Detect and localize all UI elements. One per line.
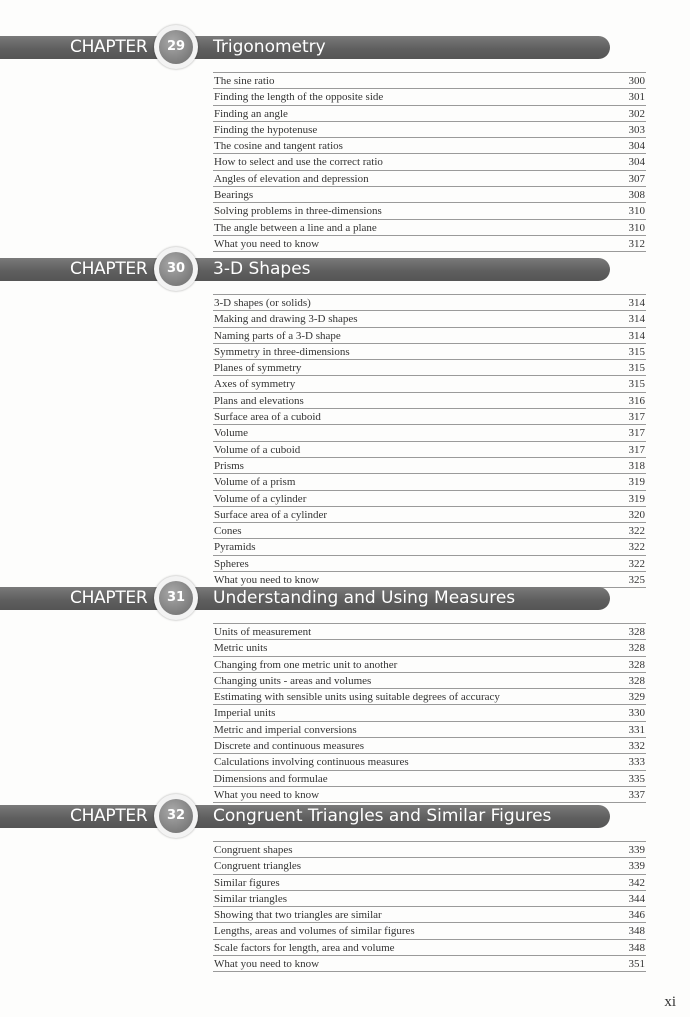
- chapter-number-badge: [154, 576, 198, 620]
- toc-entry[interactable]: [213, 572, 646, 588]
- toc-entry-page: 300: [628, 75, 645, 87]
- toc-entry-page: 348: [628, 941, 645, 954]
- toc-entry-title: Planes of symmetry: [214, 362, 302, 375]
- toc-entry[interactable]: [213, 657, 646, 673]
- toc-entry[interactable]: [213, 458, 646, 474]
- toc-entry-title: Dimensions and formulae: [214, 772, 328, 785]
- toc-entry-title: Congruent triangles: [214, 860, 302, 873]
- toc-entry[interactable]: [213, 923, 646, 939]
- toc-entry[interactable]: [213, 539, 646, 555]
- toc-entry-title: Bearings: [214, 189, 254, 202]
- toc-entry-title: Units of measurement: [214, 626, 312, 638]
- toc-entry[interactable]: [213, 376, 646, 392]
- toc-entry-title: Volume of a cylinder: [214, 492, 307, 505]
- toc-entry[interactable]: [213, 236, 646, 252]
- toc-entry-title: Volume: [214, 427, 249, 440]
- toc-entry[interactable]: [213, 203, 646, 219]
- toc-entry-title: What you need to know: [214, 788, 320, 801]
- toc-entry[interactable]: [213, 940, 646, 956]
- toc-entry-page: 317: [628, 427, 645, 440]
- toc-entry-title: Metric and imperial conversions: [214, 723, 357, 736]
- toc-entry[interactable]: [213, 623, 646, 640]
- toc-entry-page: 322: [628, 557, 645, 570]
- toc-entry-title: Scale factors for length, area and volume: [214, 941, 395, 954]
- toc-entry[interactable]: [213, 956, 646, 972]
- toc-entry[interactable]: [213, 474, 646, 490]
- chapter-entry-list: [213, 623, 646, 803]
- chapter-number-badge: [154, 247, 198, 291]
- toc-entry-page: 339: [628, 860, 645, 873]
- toc-entry[interactable]: [213, 771, 646, 787]
- toc-entry-title: Finding an angle: [214, 107, 288, 120]
- toc-entry-title: Volume of a prism: [214, 476, 296, 489]
- toc-entry-title: What you need to know: [214, 237, 320, 250]
- toc-entry-title: Similar triangles: [214, 892, 288, 905]
- toc-entry-page: 348: [628, 925, 645, 938]
- chapter-entry-list: [213, 72, 646, 252]
- toc-entry[interactable]: [213, 491, 646, 507]
- toc-entry[interactable]: [213, 154, 646, 170]
- toc-entry[interactable]: [213, 409, 646, 425]
- toc-entry-title: Similar figures: [214, 876, 280, 889]
- toc-entry-title: Estimating with sensible units using suitable degrees of accuracy: [214, 691, 500, 704]
- chapter-label: CHAPTER: [70, 806, 148, 826]
- toc-entry-page: 328: [628, 674, 645, 687]
- chapter-title[interactable]: Congruent Triangles and Similar Figures: [213, 806, 552, 826]
- toc-entry[interactable]: [213, 556, 646, 572]
- toc-entry[interactable]: [213, 344, 646, 360]
- toc-entry-title: Finding the length of the opposite side: [214, 91, 384, 104]
- toc-entry-page: 318: [628, 459, 645, 472]
- toc-entry-page: 346: [628, 909, 645, 922]
- toc-entry-page: 342: [628, 876, 645, 889]
- chapter-label: CHAPTER: [70, 259, 148, 279]
- toc-entry[interactable]: [213, 425, 646, 441]
- toc-entry-page: 314: [628, 313, 645, 326]
- page-number: xi: [664, 994, 676, 1010]
- toc-entry[interactable]: [213, 841, 646, 858]
- toc-entry-title: Showing that two triangles are similar: [214, 909, 382, 922]
- toc-entry-page: 329: [628, 691, 645, 704]
- toc-entry-page: 315: [628, 378, 645, 391]
- toc-entry-title: Making and drawing 3-D shapes: [214, 313, 358, 326]
- toc-entry-page: 310: [628, 205, 645, 218]
- toc-entry-page: 304: [628, 140, 645, 153]
- toc-entry-page: 307: [628, 172, 645, 185]
- toc-entry[interactable]: [213, 523, 646, 539]
- toc-entry-page: 344: [628, 892, 645, 905]
- toc-entry[interactable]: [213, 754, 646, 770]
- toc-entry[interactable]: [213, 294, 646, 311]
- toc-entry-page: 319: [628, 492, 645, 505]
- toc-entry-title: Symmetry in three-dimensions: [214, 345, 350, 358]
- chapter-entry-list: [213, 841, 646, 972]
- chapter-title[interactable]: Understanding and Using Measures: [213, 588, 516, 608]
- toc-entry[interactable]: [213, 858, 646, 874]
- toc-entry-title: The cosine and tangent ratios: [214, 140, 343, 153]
- toc-entry-title: What you need to know: [214, 574, 320, 587]
- chapter-number: 29: [159, 30, 193, 64]
- toc-entry-page: 302: [628, 107, 645, 120]
- toc-entry[interactable]: [213, 220, 646, 236]
- toc-entry[interactable]: [213, 891, 646, 907]
- chapter-number: 32: [159, 799, 193, 833]
- toc-entry[interactable]: [213, 187, 646, 203]
- chapter-number-badge: [154, 794, 198, 838]
- toc-entry[interactable]: [213, 138, 646, 154]
- toc-entry[interactable]: [213, 787, 646, 803]
- toc-entry-title: Changing units - areas and volumes: [214, 674, 372, 687]
- toc-entry-page: 328: [628, 658, 645, 671]
- toc-entry-page: 328: [628, 626, 645, 638]
- toc-entry[interactable]: [213, 722, 646, 738]
- chapter-title[interactable]: 3-D Shapes: [213, 259, 311, 279]
- toc-entry-page: 316: [628, 394, 645, 407]
- chapter-label: CHAPTER: [70, 37, 148, 57]
- toc-entry-page: 310: [628, 221, 645, 234]
- toc-entry[interactable]: [213, 640, 646, 656]
- toc-entry-page: 320: [628, 508, 645, 521]
- toc-entry-title: Angles of elevation and depression: [214, 172, 369, 185]
- toc-entry[interactable]: [213, 106, 646, 122]
- toc-entry[interactable]: [213, 442, 646, 458]
- toc-entry-page: 314: [628, 329, 645, 342]
- toc-entry-page: 333: [628, 756, 645, 769]
- toc-entry[interactable]: [213, 393, 646, 409]
- toc-entry-page: 315: [628, 345, 645, 358]
- toc-entry-title: Pyramids: [214, 541, 256, 554]
- toc-entry-title: Surface area of a cylinder: [214, 508, 327, 521]
- toc-entry-page: 331: [628, 723, 645, 736]
- toc-entry-title: Finding the hypotenuse: [214, 123, 318, 136]
- toc-entry-page: 315: [628, 362, 645, 375]
- toc-entry[interactable]: [213, 689, 646, 705]
- toc-entry-title: Discrete and continuous measures: [214, 740, 364, 753]
- toc-entry-title: Surface area of a cuboid: [214, 411, 321, 424]
- chapter-entry-list: [213, 294, 646, 588]
- toc-entry-page: 303: [628, 123, 645, 136]
- toc-entry-title: Solving problems in three-dimensions: [214, 205, 382, 218]
- toc-entry-title: Congruent shapes: [214, 844, 293, 856]
- toc-entry-page: 335: [628, 772, 645, 785]
- toc-entry-title: Cones: [214, 525, 242, 538]
- toc-entry-page: 325: [628, 574, 645, 587]
- toc-entry[interactable]: [213, 907, 646, 923]
- toc-entry-title: Metric units: [214, 642, 268, 655]
- chapter-label: CHAPTER: [70, 588, 148, 608]
- toc-entry[interactable]: [213, 72, 646, 89]
- toc-entry[interactable]: [213, 171, 646, 187]
- toc-entry-title: 3-D shapes (or solids): [214, 297, 311, 309]
- toc-entry[interactable]: [213, 705, 646, 721]
- toc-entry-page: 317: [628, 443, 645, 456]
- toc-entry-page: 330: [628, 707, 645, 720]
- toc-entry-page: 332: [628, 740, 645, 753]
- toc-entry-title: Lengths, areas and volumes of similar figures: [214, 925, 415, 938]
- toc-entry[interactable]: [213, 122, 646, 138]
- toc-entry-page: 328: [628, 642, 645, 655]
- chapter-title[interactable]: Trigonometry: [213, 37, 326, 57]
- toc-entry-page: 322: [628, 525, 645, 538]
- chapter-number: 30: [159, 252, 193, 286]
- toc-entry-title: Changing from one metric unit to another: [214, 658, 398, 671]
- toc-entry[interactable]: [213, 673, 646, 689]
- chapter-number: 31: [159, 581, 193, 615]
- toc-entry-title: How to select and use the correct ratio: [214, 156, 383, 169]
- toc-entry[interactable]: [213, 328, 646, 344]
- toc-entry-title: Spheres: [214, 557, 249, 570]
- toc-entry[interactable]: [213, 507, 646, 523]
- toc-entry-title: Prisms: [214, 459, 244, 472]
- toc-entry[interactable]: [213, 875, 646, 891]
- toc-entry-title: Naming parts of a 3-D shape: [214, 329, 341, 342]
- toc-entry-page: 304: [628, 156, 645, 169]
- toc-entry[interactable]: [213, 738, 646, 754]
- toc-entry-page: 314: [628, 297, 645, 309]
- toc-entry-page: 317: [628, 411, 645, 424]
- toc-entry-page: 351: [628, 958, 645, 971]
- toc-entry-title: The sine ratio: [214, 75, 275, 87]
- toc-entry-title: Volume of a cuboid: [214, 443, 301, 456]
- toc-entry-title: The angle between a line and a plane: [214, 221, 377, 234]
- toc-entry-page: 308: [628, 189, 645, 202]
- toc-entry-page: 312: [628, 237, 645, 250]
- toc-entry-page: 319: [628, 476, 645, 489]
- toc-entry-page: 337: [628, 788, 645, 801]
- toc-entry[interactable]: [213, 311, 646, 327]
- chapter-number-badge: [154, 25, 198, 69]
- toc-entry-title: What you need to know: [214, 958, 320, 971]
- toc-entry[interactable]: [213, 89, 646, 105]
- toc-entry[interactable]: [213, 360, 646, 376]
- toc-entry-page: 301: [628, 91, 645, 104]
- toc-entry-page: 322: [628, 541, 645, 554]
- toc-entry-title: Axes of symmetry: [214, 378, 296, 391]
- toc-entry-page: 339: [628, 844, 645, 856]
- toc-entry-title: Plans and elevations: [214, 394, 304, 407]
- toc-entry-title: Calculations involving continuous measures: [214, 756, 409, 769]
- toc-entry-title: Imperial units: [214, 707, 276, 720]
